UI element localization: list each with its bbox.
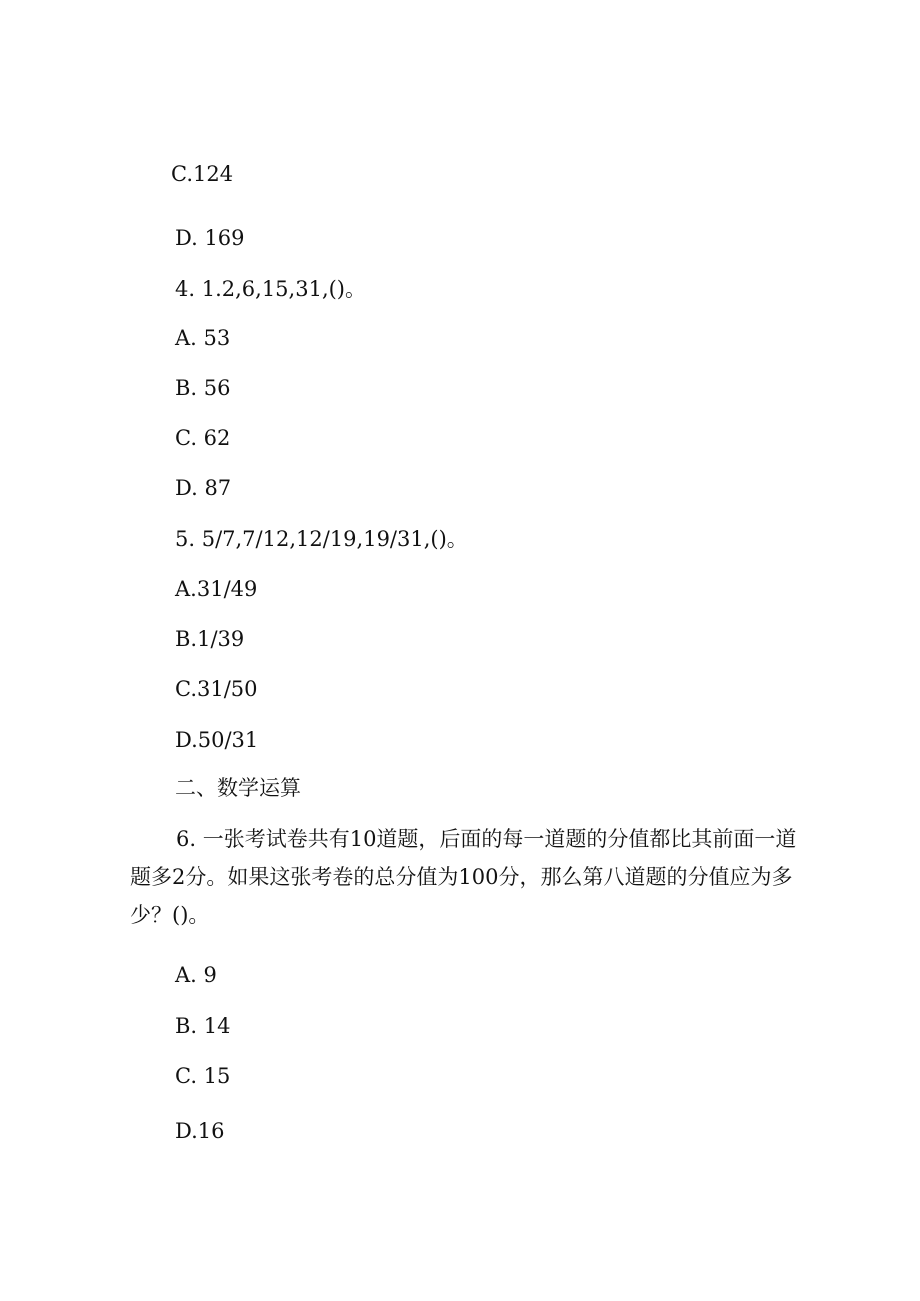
q5-option-a: A.31/49: [175, 577, 258, 601]
q4-option-c: C. 62: [175, 426, 231, 450]
q5-option-c: C.31/50: [175, 677, 258, 701]
q6-stem: 6. 一张考试卷共有10道题，后面的每一道题的分值都比其前面一道题多2分。如果这张考卷的总分值为100分，那么第八道题的分值应为多少？()。: [130, 827, 797, 927]
q6-option-d: D.16: [175, 1119, 225, 1143]
q4-option-d: D. 87: [175, 476, 232, 500]
q6-option-a: A. 9: [175, 963, 217, 987]
q3-option-c: C.124: [171, 162, 234, 186]
q4-stem: 4. 1.2,6,15,31,()。: [175, 277, 366, 301]
section-heading: 二、数学运算: [175, 776, 301, 800]
q6-option-b: B. 14: [175, 1014, 231, 1038]
q6-option-c: C. 15: [175, 1064, 231, 1088]
q5-option-b: B.1/39: [175, 627, 245, 651]
q4-option-a: A. 53: [175, 326, 231, 350]
q5-stem: 5. 5/7,7/12,12/19,19/31,()。: [175, 527, 468, 551]
q5-option-d: D.50/31: [175, 728, 259, 752]
q4-option-b: B. 56: [175, 376, 231, 400]
q3-option-d: D. 169: [175, 226, 245, 250]
